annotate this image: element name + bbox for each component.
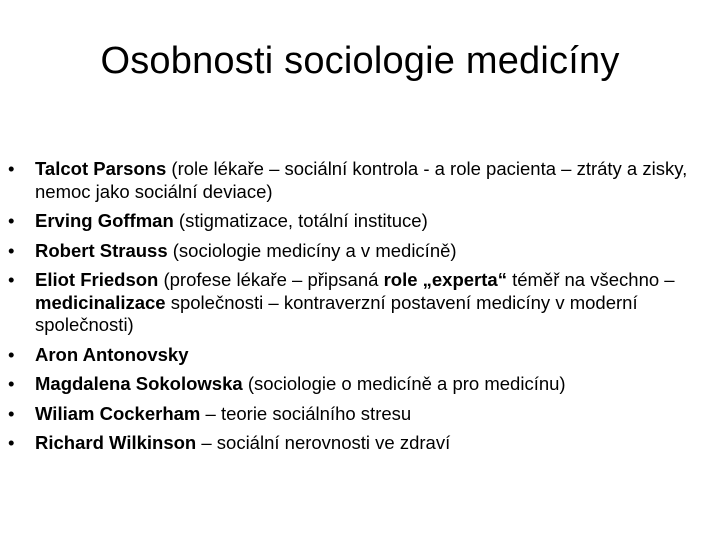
item-text: (sociologie o medicíně a pro medicínu) (242, 373, 566, 394)
list-item (8, 158, 698, 203)
bullet-dot-icon: • (8, 402, 15, 424)
bullet-dot-icon: • (8, 373, 15, 394)
list-item (8, 210, 698, 233)
bullet-dot-icon: • (8, 269, 15, 290)
list-item (8, 240, 698, 263)
item-text: (stigmatizace, totální instituce) (173, 210, 428, 231)
bold-text: Magdalena Sokolowska (35, 373, 243, 394)
list-item (8, 269, 698, 337)
list-item (8, 373, 698, 396)
bullet-list (8, 158, 698, 462)
item-text: – sociální nerovnosti ve zdraví (196, 432, 451, 453)
bullet-dot-icon: • (8, 239, 15, 261)
bullet-dot-icon: • (8, 158, 15, 179)
list-item (8, 432, 698, 455)
bold-text: Richard Wilkinson (35, 432, 197, 453)
bold-text: Wiliam Cockerham (35, 402, 201, 424)
bullet-dot-icon: • (8, 210, 15, 231)
bold-text: Eliot Friedson (35, 269, 159, 290)
bold-text: Aron Antonovsky (35, 343, 189, 365)
item-text: (role lékaře – sociální kontrola - a role pacienta – ztráty a zisky, nemoc jako sociální deviace) (35, 158, 688, 202)
item-text: – teorie sociálního stresu (200, 402, 412, 424)
bold-text: Robert Strauss (35, 239, 168, 261)
bold-text: medicinalizace (35, 291, 166, 313)
list-item (8, 403, 698, 426)
slide-title: Osobnosti sociologie medicíny (100, 40, 620, 82)
item-text: téměř na všechno – (506, 269, 675, 290)
bold-text: Talcot Parsons (35, 158, 167, 179)
item-text: (sociologie medicíny a v medicíně) (167, 239, 457, 261)
bullet-dot-icon: • (8, 343, 15, 365)
item-text: (profese lékaře – připsaná (158, 269, 384, 290)
list-item (8, 344, 698, 367)
bold-text: role „experta“ (383, 269, 507, 290)
bold-text: Erving Goffman (35, 210, 174, 231)
item-text: společnosti – kontraverzní postavení medicíny v moderní společnosti) (35, 291, 638, 335)
bullet-dot-icon: • (8, 432, 15, 453)
